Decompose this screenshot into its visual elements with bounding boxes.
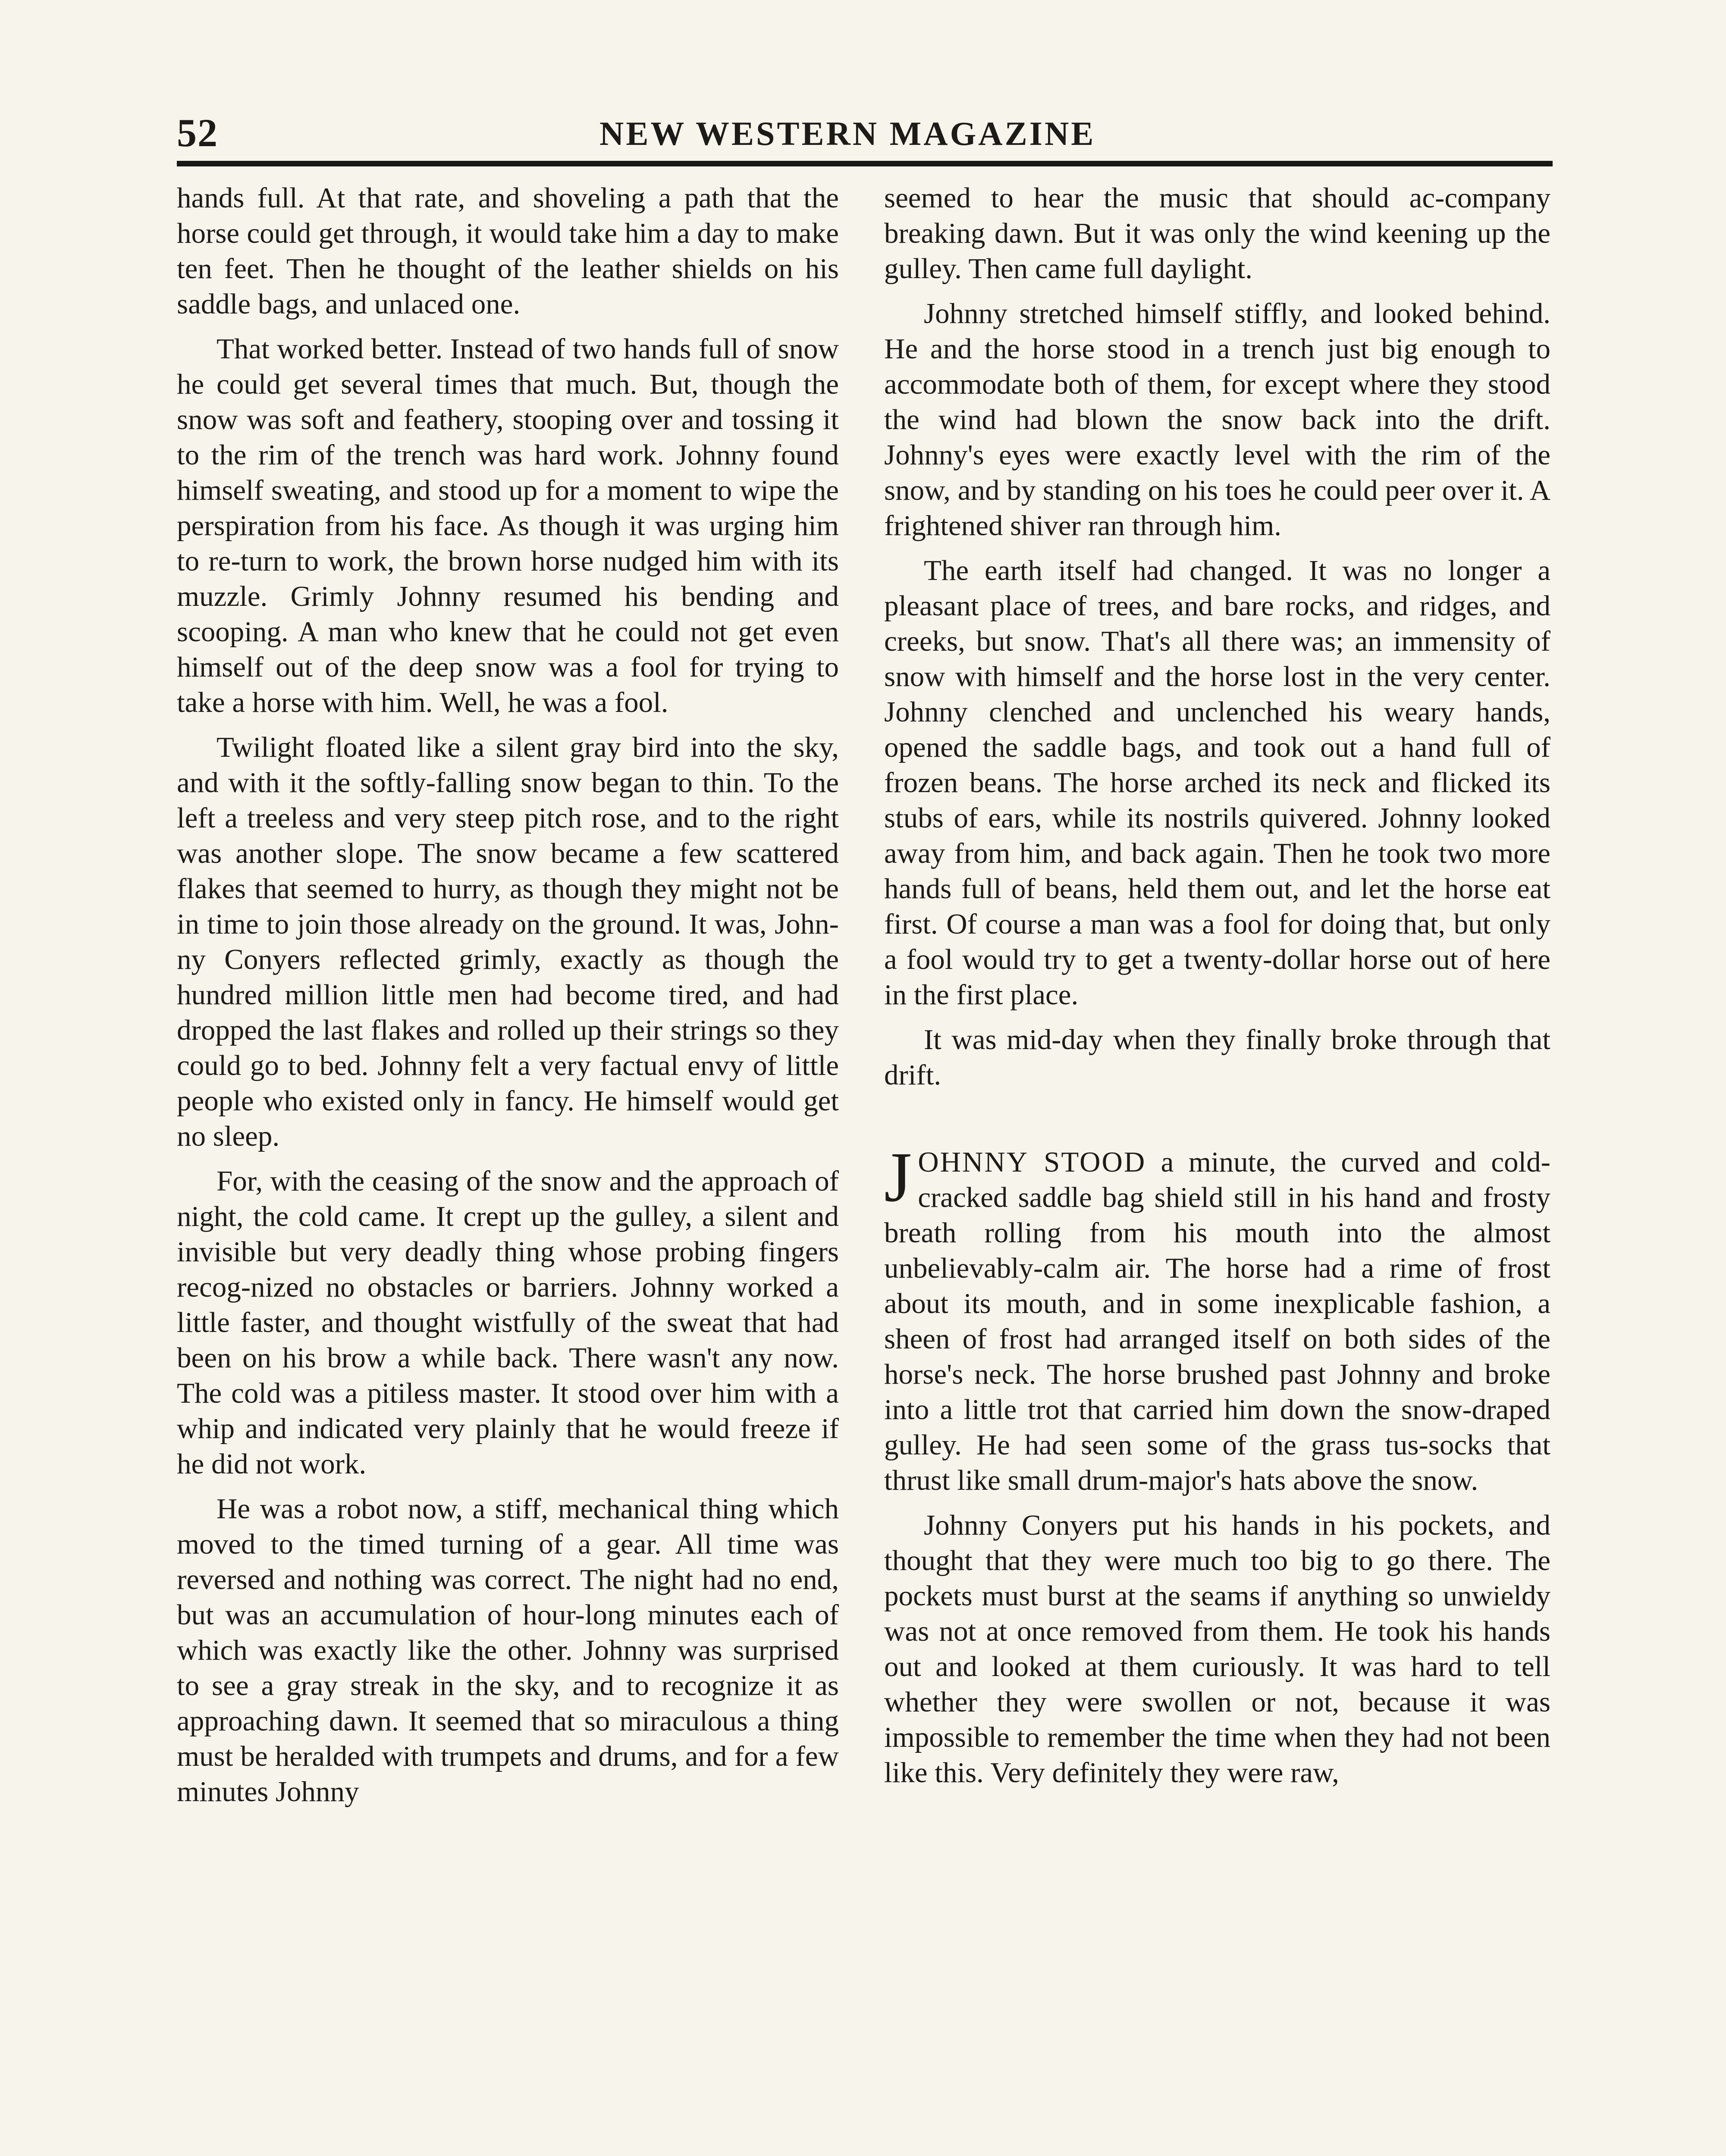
page-number: 52: [177, 111, 218, 155]
drop-cap: J: [884, 1138, 912, 1216]
right-column: [884, 180, 1550, 1800]
left-column: [177, 180, 839, 1819]
paragraph: Johnny Conyers put his hands in his pockets, and thought that they were much too big to go there. The pockets must burst at the seams if anything so unwieldy was not at once removed from them. He took his hands out and looked at them curiously. It was hard to tell whether they were swollen or not, because it was impossible to remember the time when they had not been like this. Very definitely they were raw,: [884, 1509, 1550, 1789]
lead-in-text: OHNNY STOOD: [918, 1146, 1146, 1178]
header-rule: [177, 161, 1553, 166]
paragraph: For, with the ceasing of the snow and the approach of night, the cold came. It crept up the gulley, a silent and invisible but very deadly thing whose probing fingers recog-nized no obstacles or barriers. Johnny worked a little faster, and thought wistfully of the sweat that had been on his brow a while back. There wasn't any now. The cold was a pitiless master. It stood over him with a whip and indicated very plainly that he would freeze if he did not work.: [177, 1165, 839, 1480]
paragraph: That worked better. Instead of two hands full of snow he could get several times that much. But, though the snow was soft and feathery, stooping over and tossing it to the rim of the trench was hard work. Johnny found himself sweating, and stood up for a moment to wipe the perspiration from his face. As though it was urging him to re-turn to work, the brown horse nudged him with its muzzle. Grimly Johnny resumed his bending and scooping. A man who knew that he could not get even himself out of the deep snow was a fool for trying to take a horse with him. Well, he was a fool.: [177, 333, 839, 718]
running-head: NEW WESTERN MAGAZINE: [599, 115, 1096, 152]
section-text: a minute, the curved and cold-cracked saddle bag shield still in his hand and frosty breath rolling from his mouth into the almost unbelievably-calm air. The horse had a rime of frost about its mouth, and in some inexplicable fashion, a sheen of frost had arranged itself on both sides of the horse's neck. The horse brushed past Johnny and broke into a little trot that carried him down the snow-draped gulley. He had seen some of the grass tus-socks that thrust like small drum-major's hats above the snow.: [884, 1146, 1550, 1496]
paragraph: He was a robot now, a stiff, mechanical thing which moved to the timed turning of a gear. All time was reversed and nothing was correct. The night had no end, but was an accumulation of hour-long minutes each of which was exactly like the other. Johnny was surprised to see a gray streak in the sky, and to recognize it as approaching dawn. It seemed that so miraculous a thing must be heralded with trumpets and drums, and for a few minutes Johnny: [177, 1493, 839, 1808]
paragraph: Twilight floated like a silent gray bird into the sky, and with it the softly-falling snow began to thin. To the left a treeless and very steep pitch rose, and to the right was another slope. The snow became a few scattered flakes that seemed to hurry, as though they might not be in time to join those already on the ground. It was, John-ny Conyers reflected grimly, exactly as though the hundred million little men had become tired, and had dropped the last flakes and rolled up their strings so they could go to bed. Johnny felt a very factual envy of little people who existed only in fancy. He himself would get no sleep.: [177, 731, 839, 1152]
paragraph: hands full. At that rate, and shoveling a path that the horse could get through, it would take him a day to make ten feet. Then he thought of the leather shields on his saddle bags, and unlaced one.: [177, 182, 839, 320]
section-opening-paragraph: [884, 1138, 1550, 1498]
paragraph: The earth itself had changed. It was no longer a pleasant place of trees, and bare rocks, and ridges, and creeks, but snow. That's all there was; an immensity of snow with himself and the horse lost in the very center. Johnny clenched and unclenched his weary hands, opened the saddle bags, and took out a hand full of frozen beans. The horse arched its neck and flicked its stubs of ears, while its nostrils quivered. Johnny looked away from him, and back again. Then he took two more hands full of beans, held them out, and let the horse eat first. Of course a man was a fool for doing that, but only a fool would try to get a twenty-dollar horse out of here in the first place.: [884, 555, 1550, 1011]
paragraph: seemed to hear the music that should ac-company breaking dawn. But it was only the wind keening up the gulley. Then came full daylight.: [884, 182, 1550, 285]
page-header: [177, 110, 1553, 157]
paragraph: It was mid-day when they finally broke through that drift.: [884, 1024, 1550, 1091]
paragraph: Johnny stretched himself stiffly, and looked behind. He and the horse stood in a trench just big enough to accommodate both of them, for except where they stood the wind had blown the snow back into the drift. Johnny's eyes were exactly level with the rim of the snow, and by standing on his toes he could peer over it. A frightened shiver ran through him.: [884, 298, 1550, 542]
